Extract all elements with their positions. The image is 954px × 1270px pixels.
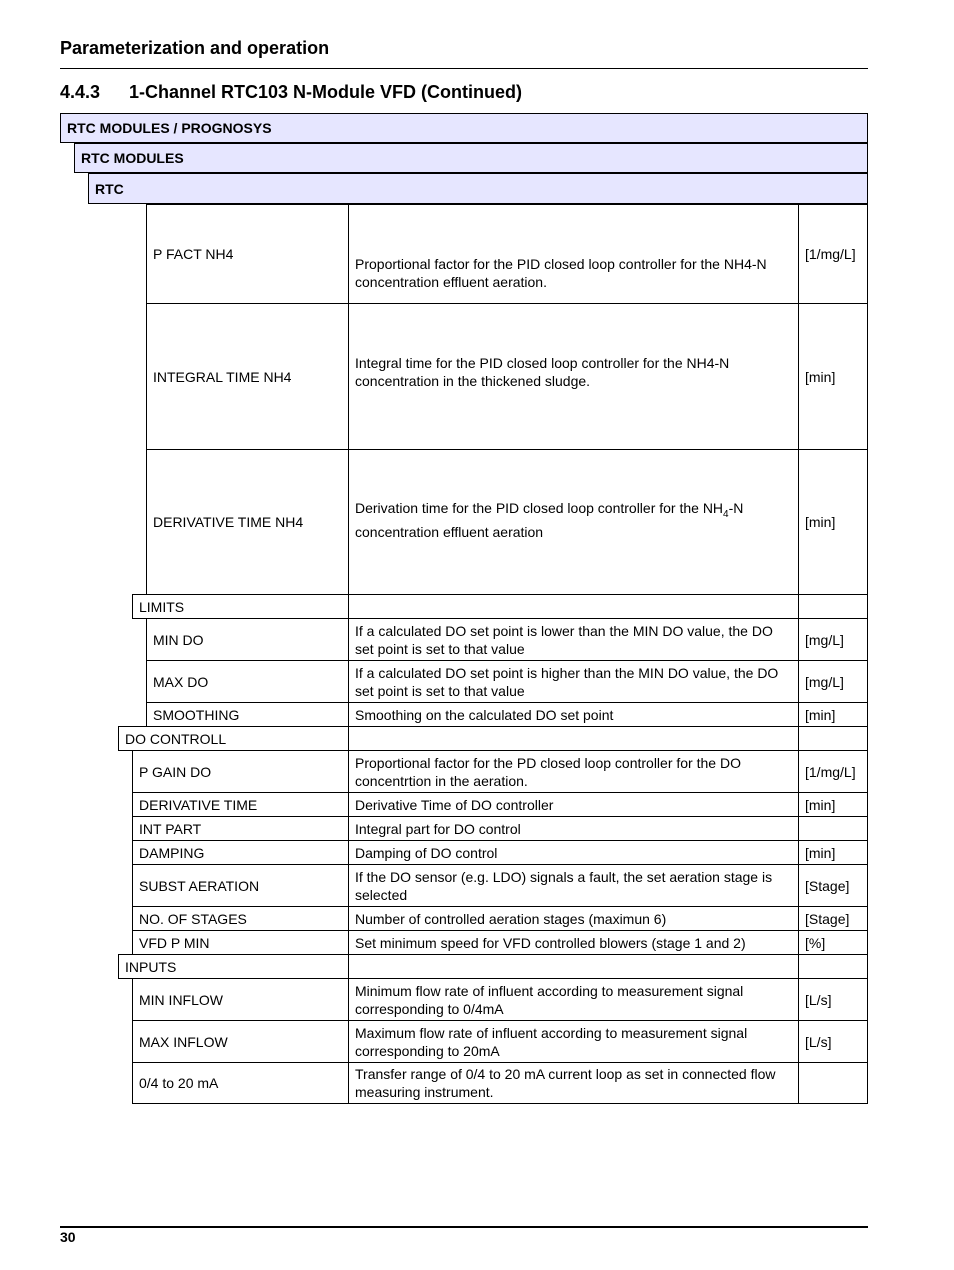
param-name-cell [146, 618, 349, 661]
param-desc: Transfer range of 0/4 to 20 mA current loop as set in connected flow measuring instrument. [355, 1066, 776, 1100]
param-unit: [L/s] [805, 991, 832, 1008]
param-desc-cell [348, 660, 799, 703]
param-desc [355, 499, 794, 542]
group-name-cell [132, 594, 349, 619]
param-desc-cell [348, 978, 799, 1021]
param-unit-cell [798, 816, 868, 841]
page-header-title: Parameterization and operation [60, 38, 330, 58]
param-name-cell [132, 906, 349, 931]
param-unit-cell [798, 978, 868, 1021]
param-name: P GAIN DO [139, 763, 212, 780]
param-desc-part: Derivation time for the PID closed loop controller for the NH [355, 499, 724, 516]
param-unit: [Stage] [805, 877, 850, 894]
group-name: DO CONTROLL [125, 730, 227, 747]
param-desc-cell [348, 906, 799, 931]
param-desc: Minimum flow rate of influent according to measurement signal corresponding to 0/4mA [355, 982, 744, 1017]
table-row-smoothing [0, 702, 954, 727]
param-unit-cell [798, 204, 868, 304]
param-name-cell [146, 449, 349, 595]
param-desc-cell [348, 1020, 799, 1063]
param-unit: [%] [805, 934, 826, 951]
band-rtc-modules: RTC MODULES [74, 143, 868, 173]
band-rtc-modules-prognosys: RTC MODULES / PROGNOSYS [60, 113, 868, 143]
param-desc: Maximum flow rate of influent according to measurement signal corresponding to 20mA [355, 1024, 748, 1059]
param-name: MIN INFLOW [139, 991, 223, 1008]
param-name-cell [132, 792, 349, 817]
param-name: MAX INFLOW [139, 1033, 228, 1050]
param-desc-cell [348, 954, 799, 979]
param-desc-part: -N concentration effluent aeration [355, 499, 744, 541]
param-desc-cell [348, 594, 799, 619]
param-unit: [1/mg/L] [805, 246, 856, 262]
param-unit-cell [798, 726, 868, 751]
param-name-cell [132, 1062, 349, 1104]
group-name: INPUTS [125, 958, 177, 975]
param-desc: Proportional factor for the PID closed loop controller for the NH4-N concentration effluent aeration. [355, 256, 767, 290]
param-desc-cell [348, 726, 799, 751]
table-row-do-controll [0, 726, 954, 751]
table-row-int-part [0, 816, 954, 841]
param-unit-cell [798, 702, 868, 727]
param-name-cell [132, 930, 349, 955]
param-unit: [min] [805, 796, 836, 813]
param-name-cell [132, 978, 349, 1021]
header-rule [60, 68, 868, 69]
group-name-cell [118, 954, 349, 979]
footer-rule [60, 1226, 868, 1228]
param-unit: [min] [805, 514, 836, 530]
param-desc: If a calculated DO set point is higher than the MIN DO value, the DO set point is set to that value [355, 664, 779, 699]
param-name: P FACT NH4 [153, 246, 234, 262]
param-desc: Derivative Time of DO controller [355, 796, 554, 813]
param-name: SUBST AERATION [139, 877, 260, 894]
param-desc-cell [348, 816, 799, 841]
band-rtc: RTC [88, 173, 868, 204]
param-unit: [1/mg/L] [805, 763, 856, 780]
param-desc-cell [348, 618, 799, 661]
param-desc: If a calculated DO set point is lower than the MIN DO value, the DO set point is set to that value [355, 622, 773, 657]
table-row-max-do [0, 660, 954, 703]
param-unit: [min] [805, 844, 836, 861]
param-desc-cell [348, 750, 799, 793]
param-name: 0/4 to 20 mA [139, 1075, 219, 1091]
param-unit-cell [798, 449, 868, 595]
param-desc-cell [348, 930, 799, 955]
param-desc: Set minimum speed for VFD controlled blowers (stage 1 and 2) [355, 934, 746, 951]
param-unit-cell [798, 792, 868, 817]
param-name-cell [132, 750, 349, 793]
param-name: SMOOTHING [153, 706, 240, 723]
param-desc: Proportional factor for the PD closed loop controller for the DO concentrtion in the aeration. [355, 754, 741, 789]
table-row-damping [0, 840, 954, 865]
param-unit-cell [798, 1020, 868, 1063]
table-row-derivative-time-nh4 [0, 449, 954, 595]
param-unit-cell [798, 864, 868, 907]
param-name-cell [132, 816, 349, 841]
param-unit: [min] [805, 368, 836, 385]
param-name: DERIVATIVE TIME [139, 796, 258, 813]
table-row-vfd-p-min [0, 930, 954, 955]
table-row-limits [0, 594, 954, 619]
param-unit-cell [798, 750, 868, 793]
param-desc: Number of controlled aeration stages (maximun 6) [355, 910, 667, 927]
param-desc-cell [348, 204, 799, 304]
param-desc: Integral time for the PID closed loop controller for the NH4-N concentration in the thickened sludge. [355, 354, 730, 389]
table-row-inputs [0, 954, 954, 979]
param-unit-cell [798, 660, 868, 703]
param-desc: Damping of DO control [355, 844, 498, 861]
section-heading [60, 82, 522, 103]
param-unit-cell [798, 930, 868, 955]
param-name-cell [146, 702, 349, 727]
param-name: MIN DO [153, 631, 204, 648]
param-name-cell [132, 1020, 349, 1063]
param-unit-cell [798, 618, 868, 661]
param-unit: [Stage] [805, 910, 850, 927]
page-number: 30 [60, 1229, 76, 1245]
param-name: VFD P MIN [139, 934, 210, 951]
param-desc: Integral part for DO control [355, 820, 521, 837]
param-name-cell [146, 660, 349, 703]
param-desc-cell [348, 702, 799, 727]
group-name-cell [118, 726, 349, 751]
table-row-derivative-time [0, 792, 954, 817]
table-row-min-do [0, 618, 954, 661]
param-name: DERIVATIVE TIME NH4 [153, 514, 304, 530]
param-unit-cell [798, 906, 868, 931]
param-desc: Smoothing on the calculated DO set point [355, 706, 614, 723]
table-row-max-inflow [0, 1020, 954, 1063]
param-name-cell [146, 303, 349, 450]
param-unit-cell [798, 1062, 868, 1104]
param-desc-cell [348, 303, 799, 450]
param-unit-cell [798, 594, 868, 619]
table-row-p-fact-nh4 [0, 204, 954, 304]
param-name: NO. OF STAGES [139, 910, 247, 927]
table-row-integral-time-nh4 [0, 303, 954, 450]
param-name-cell [146, 204, 349, 304]
param-name: MAX DO [153, 673, 209, 690]
param-unit-cell [798, 303, 868, 450]
table-row-no-of-stages [0, 906, 954, 931]
param-name: INTEGRAL TIME NH4 [153, 368, 292, 385]
param-desc-cell [348, 1062, 799, 1104]
param-name: DAMPING [139, 844, 205, 861]
table-row-subst-aeration [0, 864, 954, 907]
table-row-p-gain-do [0, 750, 954, 793]
section-number: 4.4.3 [60, 82, 101, 102]
param-desc-subscript: 4 [723, 508, 729, 520]
param-desc: If the DO sensor (e.g. LDO) signals a fault, the set aeration stage is selected [355, 868, 773, 903]
param-unit-cell [798, 840, 868, 865]
param-desc-cell [348, 449, 799, 595]
param-desc-cell [348, 792, 799, 817]
param-desc-cell [348, 864, 799, 907]
param-name: INT PART [139, 820, 202, 837]
table-row-min-inflow [0, 978, 954, 1021]
table-row-current-range [0, 1062, 954, 1104]
param-unit-cell [798, 954, 868, 979]
param-name-cell [132, 864, 349, 907]
param-unit: [mg/L] [805, 631, 844, 648]
param-unit: [mg/L] [805, 673, 844, 690]
param-unit: [min] [805, 706, 836, 723]
param-name-cell [132, 840, 349, 865]
group-name: LIMITS [139, 598, 185, 615]
section-title: 1-Channel RTC103 N-Module VFD (Continued) [129, 82, 522, 102]
param-unit: [L/s] [805, 1033, 832, 1050]
param-desc-cell [348, 840, 799, 865]
